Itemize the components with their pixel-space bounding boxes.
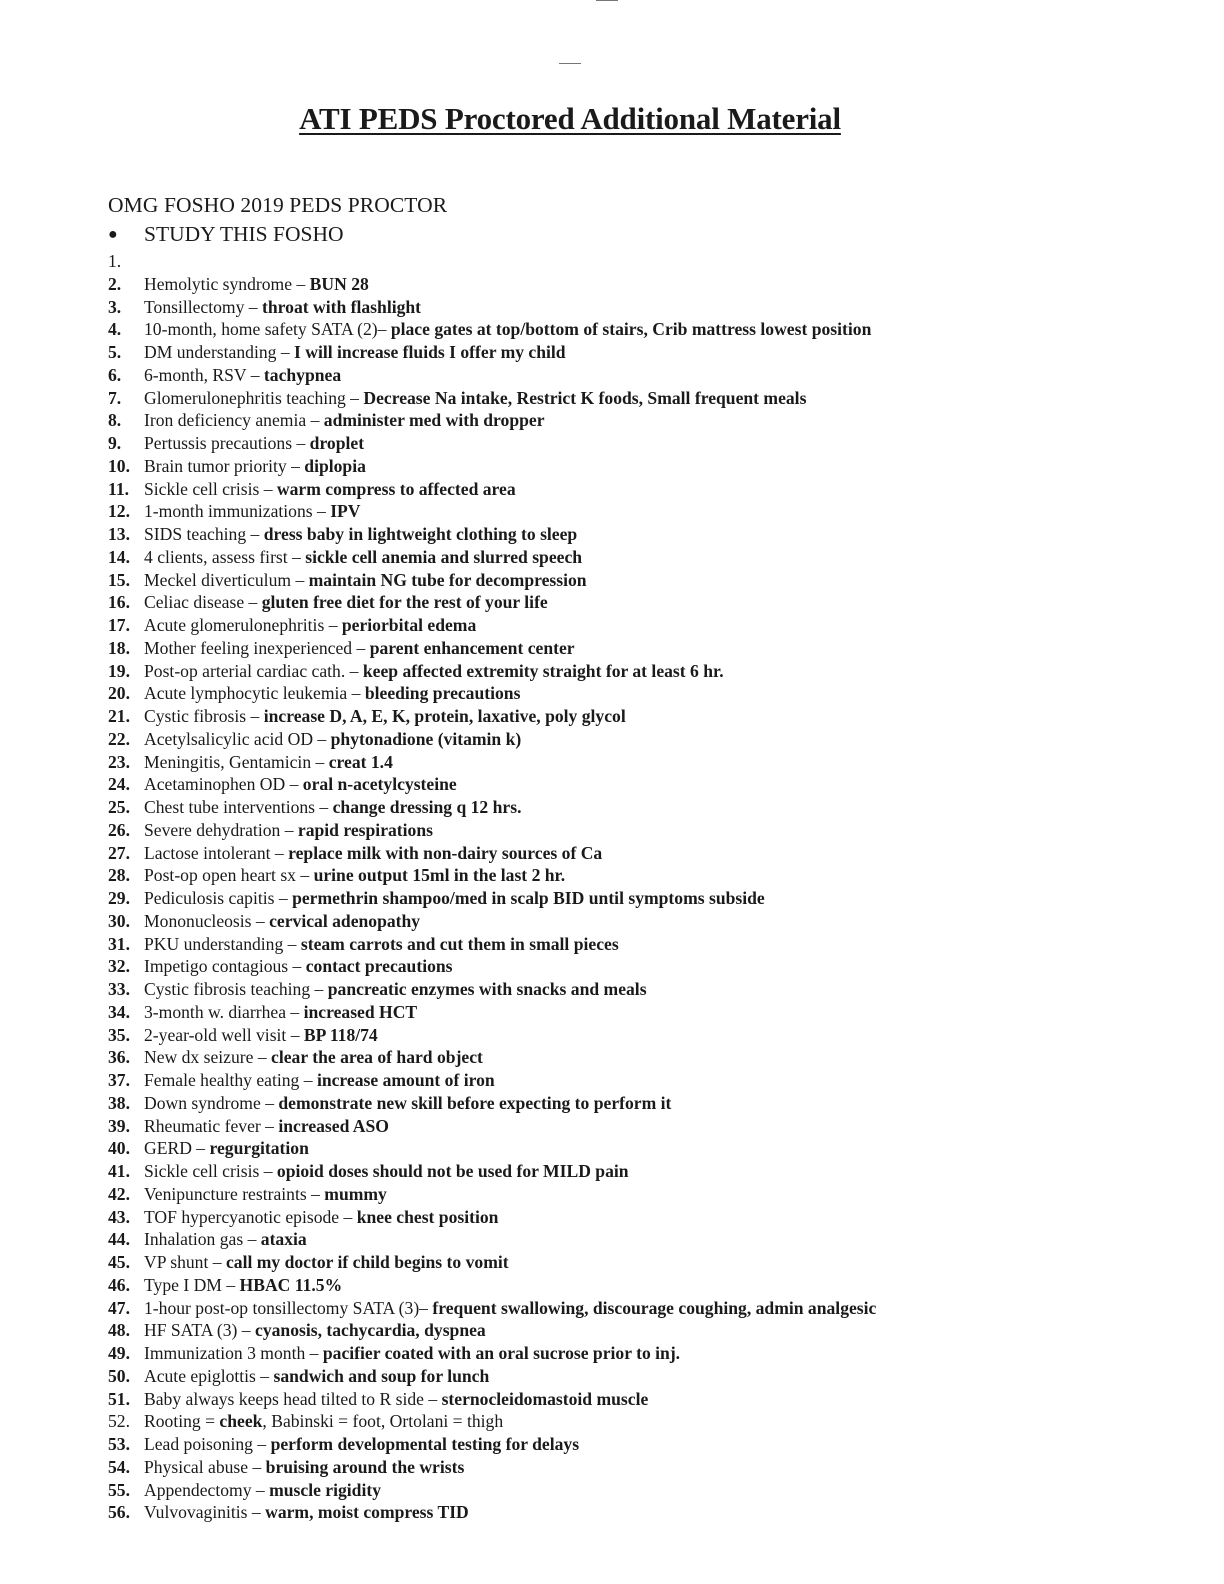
- list-item: [108, 500, 1168, 523]
- list-item: [108, 933, 1168, 956]
- item-answer: I will increase fluids I offer my child: [294, 342, 566, 362]
- item-number: 19.: [108, 660, 130, 681]
- item-number: 6.: [108, 364, 122, 385]
- list-item: [108, 1069, 1168, 1092]
- item-number: 56.: [108, 1502, 130, 1523]
- item-answer: dress baby in lightweight clothing to sleep: [263, 524, 578, 544]
- list-item: [108, 273, 1168, 296]
- list-item: [108, 1274, 1168, 1297]
- list-item: [108, 728, 1168, 751]
- item-number: 44.: [108, 1229, 130, 1250]
- item-number: 32.: [108, 956, 130, 977]
- item-number: 5.: [108, 342, 122, 362]
- list-item: [108, 1388, 1168, 1411]
- item-number: 23.: [108, 751, 130, 772]
- item-answer: periorbital edema: [341, 615, 477, 635]
- item-number: 12.: [108, 501, 130, 522]
- item-question: Post-op arterial cardiac cath. –: [144, 660, 363, 681]
- item-answer: Decrease Na intake, Restrict K foods, Small frequent meals: [363, 387, 807, 408]
- item-number: 10.: [108, 455, 130, 476]
- list-item: [108, 1342, 1168, 1365]
- bullet-text: STUDY THIS FOSHO: [144, 222, 344, 246]
- item-question: SIDS teaching –: [144, 524, 264, 544]
- list-item: [108, 682, 1168, 705]
- item-number: 21.: [108, 706, 130, 726]
- item-number: 33.: [108, 979, 130, 999]
- list-item: [108, 1479, 1168, 1502]
- item-question: Tonsillectomy –: [144, 296, 263, 317]
- item-answer: bleeding precautions: [364, 683, 521, 704]
- item-number: 13.: [108, 524, 130, 544]
- item-number: 3.: [108, 296, 122, 317]
- item-number: 30.: [108, 910, 130, 931]
- list-item: [108, 364, 1168, 387]
- item-question: 6-month, RSV –: [144, 364, 264, 385]
- item-question: Chest tube interventions –: [144, 797, 333, 817]
- list-item: [108, 1001, 1168, 1024]
- item-question: Rheumatic fever –: [144, 1115, 279, 1136]
- item-question: 1-month immunizations –: [144, 501, 331, 522]
- item-question: Inhalation gas –: [144, 1229, 261, 1250]
- item-number: 1.: [108, 251, 122, 271]
- item-question: Severe dehydration –: [144, 819, 298, 840]
- item-question: Lead poisoning –: [144, 1434, 271, 1454]
- item-answer: steam carrots and cut them in small pieces: [300, 933, 619, 954]
- list-item: [108, 1092, 1168, 1115]
- item-answer: increased HCT: [303, 1001, 418, 1022]
- item-number: 46.: [108, 1274, 130, 1295]
- item-answer: call my doctor if child begins to vomit: [225, 1252, 509, 1272]
- item-number: 15.: [108, 569, 130, 590]
- item-question: TOF hypercyanotic episode –: [144, 1206, 357, 1227]
- item-answer: demonstrate new skill before expecting to perform it: [278, 1092, 672, 1113]
- list-item: [108, 387, 1168, 410]
- item-answer: change dressing q 12 hrs.: [332, 797, 522, 817]
- item-number: 8.: [108, 410, 122, 431]
- list-item: [108, 546, 1168, 569]
- item-question: Acute lymphocytic leukemia –: [144, 683, 365, 704]
- item-answer: regurgitation: [209, 1138, 309, 1159]
- item-number: 40.: [108, 1138, 130, 1159]
- list-item: [108, 1365, 1168, 1388]
- item-answer: cervical adenopathy: [269, 910, 421, 931]
- item-question: Appendectomy –: [144, 1479, 270, 1500]
- item-number: 52.: [108, 1411, 130, 1432]
- item-answer: IPV: [330, 501, 361, 522]
- item-question: Female healthy eating –: [144, 1070, 317, 1090]
- item-number: 24.: [108, 774, 130, 795]
- item-question: Acute glomerulonephritis –: [144, 615, 342, 635]
- item-number: 51.: [108, 1388, 130, 1409]
- item-answer: administer med with dropper: [323, 410, 545, 431]
- item-number: 26.: [108, 819, 130, 840]
- list-item: [108, 1433, 1168, 1456]
- item-answer: maintain NG tube for decompression: [308, 569, 587, 590]
- header-mark: [596, 0, 618, 2]
- item-answer: knee chest position: [356, 1206, 499, 1227]
- item-question: Celiac disease –: [144, 592, 262, 613]
- list-item: [108, 1410, 1168, 1433]
- item-answer: BP 118/74: [303, 1024, 378, 1045]
- item-number: 28.: [108, 865, 130, 886]
- item-question: Baby always keeps head tilted to R side –: [144, 1388, 442, 1409]
- item-question: Venipuncture restraints –: [144, 1183, 325, 1204]
- item-answer: cyanosis, tachycardia, dyspnea: [255, 1320, 486, 1341]
- item-number: 45.: [108, 1252, 130, 1272]
- item-answer: pancreatic enzymes with snacks and meals: [327, 979, 647, 999]
- bullet-icon: ●: [108, 226, 118, 243]
- item-question: Meckel diverticulum –: [144, 569, 309, 590]
- list-item: [108, 1319, 1168, 1342]
- item-question: Brain tumor priority –: [144, 455, 305, 476]
- list-item: [108, 1228, 1168, 1251]
- item-question: Sickle cell crisis –: [144, 1161, 277, 1181]
- item-question: 2-year-old well visit –: [144, 1024, 304, 1045]
- item-number: 25.: [108, 797, 130, 817]
- item-question: 3-month w. diarrhea –: [144, 1001, 304, 1022]
- item-question: Meningitis, Gentamicin –: [144, 751, 329, 772]
- list-item: [108, 842, 1168, 865]
- page-title: ATI PEDS Proctored Additional Material: [299, 101, 841, 136]
- item-answer: ataxia: [260, 1229, 307, 1250]
- item-answer: BUN 28: [309, 273, 369, 294]
- item-answer: rapid respirations: [297, 819, 433, 840]
- item-question: Impetigo contagious –: [144, 956, 306, 977]
- item-answer: droplet: [309, 433, 365, 453]
- item-question: GERD –: [144, 1138, 210, 1159]
- list-item: [108, 1456, 1168, 1479]
- list-item: [108, 1206, 1168, 1229]
- item-number: 41.: [108, 1161, 130, 1181]
- item-answer: warm, moist compress TID: [265, 1502, 469, 1523]
- item-answer: sternocleidomastoid muscle: [441, 1388, 649, 1409]
- item-answer: opioid doses should not be used for MILD pain: [276, 1161, 629, 1181]
- item-number: 53.: [108, 1434, 130, 1454]
- list-item: [108, 455, 1168, 478]
- list-item: [108, 705, 1168, 728]
- item-answer: keep affected extremity straight for at least 6 hr.: [362, 660, 724, 681]
- item-question: 1-hour post-op tonsillectomy SATA (3)–: [144, 1297, 433, 1318]
- item-number: 48.: [108, 1320, 130, 1341]
- list-item: [108, 910, 1168, 933]
- item-number: 50.: [108, 1365, 130, 1386]
- item-answer: pacifier coated with an oral sucrose prior to inj.: [322, 1343, 681, 1363]
- item-rest: , Babinski = foot, Ortolani = thigh: [262, 1411, 504, 1432]
- item-answer: phytonadione (vitamin k): [330, 728, 522, 749]
- item-answer: frequent swallowing, discourage coughing, admin analgesic: [432, 1297, 877, 1318]
- bullet-item: [108, 222, 344, 247]
- item-answer: throat with flashlight: [262, 296, 422, 317]
- list-item: [108, 1024, 1168, 1047]
- list-item: [108, 523, 1168, 546]
- item-number: 39.: [108, 1115, 130, 1136]
- list-item: [108, 864, 1168, 887]
- list-item: [108, 250, 1168, 273]
- item-question: Acetaminophen OD –: [144, 774, 303, 795]
- item-number: 37.: [108, 1070, 130, 1090]
- item-answer: increase amount of iron: [316, 1070, 495, 1090]
- item-number: 9.: [108, 433, 122, 453]
- list-item: [108, 569, 1168, 592]
- item-number: 54.: [108, 1456, 130, 1477]
- list-item: [108, 978, 1168, 1001]
- item-question: PKU understanding –: [144, 933, 301, 954]
- list-item: [108, 1251, 1168, 1274]
- item-answer: clear the area of hard object: [271, 1047, 483, 1068]
- item-answer: replace milk with non-dairy sources of Ca: [288, 842, 603, 863]
- item-answer: increased ASO: [278, 1115, 389, 1136]
- item-question: Down syndrome –: [144, 1092, 279, 1113]
- item-question: 10-month, home safety SATA (2)–: [144, 319, 391, 340]
- item-number: 29.: [108, 888, 130, 908]
- item-number: 38.: [108, 1092, 130, 1113]
- item-answer: increase D, A, E, K, protein, laxative, poly glycol: [263, 706, 626, 726]
- item-answer: bruising around the wrists: [265, 1456, 465, 1477]
- item-number: 27.: [108, 842, 130, 863]
- item-question: Rooting =: [144, 1411, 220, 1432]
- list-item: [108, 318, 1168, 341]
- item-answer: gluten free diet for the rest of your life: [261, 592, 548, 613]
- list-item: [108, 796, 1168, 819]
- list-item: [108, 887, 1168, 910]
- list-item: [108, 341, 1168, 364]
- item-number: 4.: [108, 319, 122, 340]
- item-answer: creat 1.4: [328, 751, 393, 772]
- item-question: Iron deficiency anemia –: [144, 410, 324, 431]
- item-question: Physical abuse –: [144, 1456, 266, 1477]
- list-item: [108, 478, 1168, 501]
- list-item: [108, 1297, 1168, 1320]
- item-answer: urine output 15ml in the last 2 hr.: [313, 865, 566, 886]
- item-number: 36.: [108, 1047, 130, 1068]
- item-question: Glomerulonephritis teaching –: [144, 387, 364, 408]
- item-number: 34.: [108, 1001, 130, 1022]
- page-subtitle: OMG FOSHO 2019 PEDS PROCTOR: [108, 193, 448, 217]
- item-answer: tachypnea: [263, 364, 342, 385]
- item-question: Cystic fibrosis –: [144, 706, 264, 726]
- item-answer: oral n-acetylcysteine: [302, 774, 457, 795]
- item-number: 35.: [108, 1024, 130, 1045]
- item-question: 4 clients, assess first –: [144, 546, 306, 567]
- list-item: [108, 409, 1168, 432]
- item-answer: diplopia: [304, 455, 366, 476]
- item-question: Acetylsalicylic acid OD –: [144, 728, 331, 749]
- item-number: 17.: [108, 615, 130, 635]
- item-answer: perform developmental testing for delays: [270, 1434, 580, 1454]
- list-item: [108, 637, 1168, 660]
- item-question: Mononucleosis –: [144, 910, 270, 931]
- item-number: 18.: [108, 637, 130, 658]
- item-number: 31.: [108, 933, 130, 954]
- item-question: Vulvovaginitis –: [144, 1502, 266, 1523]
- item-question: Immunization 3 month –: [144, 1343, 323, 1363]
- list-item: [108, 591, 1168, 614]
- item-question: Mother feeling inexperienced –: [144, 637, 370, 658]
- item-question: Post-op open heart sx –: [144, 865, 314, 886]
- item-question: Acute epiglottis –: [144, 1365, 274, 1386]
- list-item: [108, 432, 1168, 455]
- item-question: Pediculosis capitis –: [144, 888, 293, 908]
- list-item: [108, 614, 1168, 637]
- item-question: New dx seizure –: [144, 1047, 272, 1068]
- item-question: DM understanding –: [144, 342, 295, 362]
- item-question: Sickle cell crisis –: [144, 478, 277, 499]
- item-question: HF SATA (3) –: [144, 1320, 256, 1341]
- item-number: 2.: [108, 273, 122, 294]
- item-question: VP shunt –: [144, 1252, 226, 1272]
- item-number: 16.: [108, 592, 130, 613]
- item-answer: HBAC 11.5%: [239, 1274, 343, 1295]
- list-item: [108, 819, 1168, 842]
- item-question: Pertussis precautions –: [144, 433, 310, 453]
- list-item: [108, 1046, 1168, 1069]
- item-number: 14.: [108, 546, 130, 567]
- item-question: Lactose intolerant –: [144, 842, 289, 863]
- list-item: [108, 751, 1168, 774]
- item-question: Cystic fibrosis teaching –: [144, 979, 328, 999]
- item-number: 42.: [108, 1183, 130, 1204]
- header-mark: [559, 63, 581, 65]
- list-item: [108, 660, 1168, 683]
- item-question: Type I DM –: [144, 1274, 240, 1295]
- list-item: [108, 1183, 1168, 1206]
- list-item: [108, 955, 1168, 978]
- list-item: [108, 1160, 1168, 1183]
- list-item: [108, 773, 1168, 796]
- list-item: [108, 296, 1168, 319]
- list-item: [108, 1501, 1168, 1524]
- item-answer: warm compress to affected area: [276, 478, 516, 499]
- item-answer: permethrin shampoo/med in scalp BID until symptoms subside: [292, 888, 765, 908]
- item-number: 22.: [108, 728, 130, 749]
- item-number: 20.: [108, 683, 130, 704]
- item-answer: mummy: [324, 1183, 387, 1204]
- item-answer: muscle rigidity: [269, 1479, 381, 1500]
- item-answer: sickle cell anemia and slurred speech: [305, 546, 583, 567]
- item-answer: cheek: [219, 1411, 263, 1432]
- item-number: 47.: [108, 1297, 130, 1318]
- item-number: 43.: [108, 1206, 130, 1227]
- list-item: [108, 1137, 1168, 1160]
- item-number: 11.: [108, 478, 130, 499]
- list-item: [108, 1115, 1168, 1138]
- qa-list: [108, 250, 1168, 1524]
- item-answer: contact precautions: [305, 956, 453, 977]
- item-answer: parent enhancement center: [369, 637, 575, 658]
- item-question: Hemolytic syndrome –: [144, 273, 310, 294]
- item-answer: sandwich and soup for lunch: [273, 1365, 490, 1386]
- item-answer: place gates at top/bottom of stairs, Crib mattress lowest position: [390, 319, 872, 340]
- item-number: 49.: [108, 1343, 130, 1363]
- item-number: 7.: [108, 387, 122, 408]
- item-number: 55.: [108, 1479, 130, 1500]
